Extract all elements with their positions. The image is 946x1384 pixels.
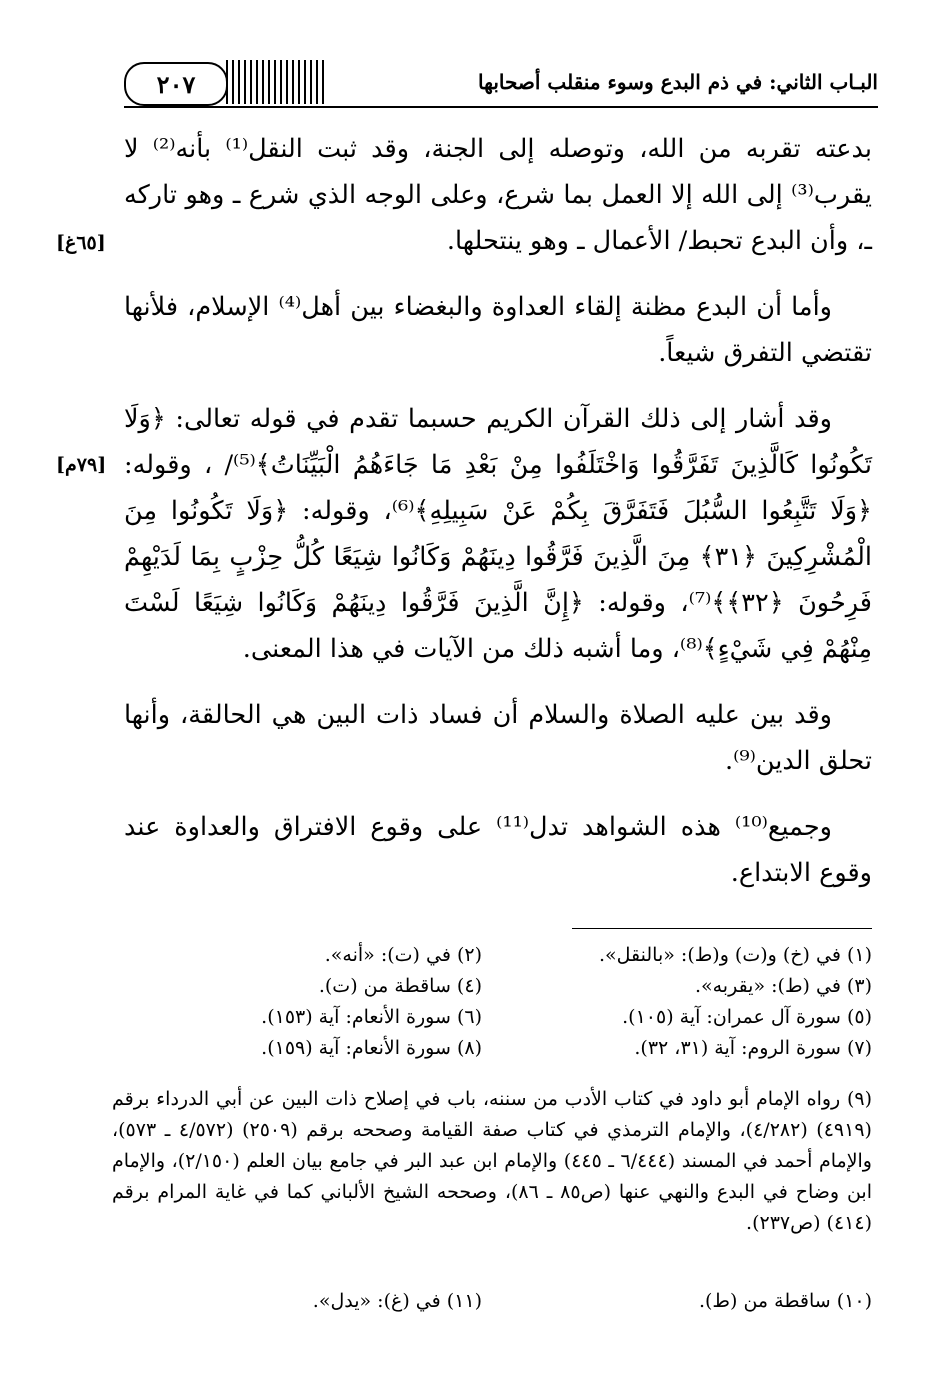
footnote-11: (١١) في (غ): «يدل». [312, 1290, 482, 1312]
paragraph-1: بدعته تقربه من الله، وتوصله إلى الجنة، وقد ثبت النقل⁽¹⁾ بأنه⁽²⁾ لا يقرب⁽³⁾ إلى الله إلا العمل بما شرع، وعلى الوجه الذي شرع ـ وهو تاركه ـ، وأن البدع تحبط/ الأعمال ـ وهو ينتحلها. [124, 134, 872, 256]
footnote-7: (٧) سورة الروم: آية (٣١، ٣٢). [634, 1037, 872, 1059]
footnotes-grid [112, 940, 872, 1064]
footnote-5: (٥) سورة آل عمران: آية (١٠٥). [622, 1006, 872, 1028]
header-ornament [226, 60, 326, 104]
footnote-2: (٢) في (ت): «أنه». [324, 944, 482, 966]
main-text [124, 126, 872, 916]
running-title: البـاب الثاني: في ذم البدع وسوء منقلب أصحابها [478, 70, 878, 94]
paragraph-2: وأما أن البدع مظنة إلقاء العداوة والبغضاء بين أهل⁽⁴⁾ الإسلام، فلأنها تقتضي التفرق شيعاً. [124, 292, 872, 368]
paragraph-3: وقد أشار إلى ذلك القرآن الكريم حسبما تقدم في قوله تعالى: ﴿وَلَا تَكُونُوا كَالَّذِينَ تَفَرَّقُوا وَاخْتَلَفُوا مِنْ بَعْدِ مَا جَاءَهُمُ الْبَيِّنَاتُ﴾⁽⁵⁾/ ، وقوله: ﴿وَلَا تَتَّبِعُوا السُّبُلَ فَتَفَرَّقَ بِكُمْ عَنْ سَبِيلِهِ﴾⁽⁶⁾، وقوله: ﴿وَلَا تَكُونُوا مِنَ الْمُشْرِكِينَ ﴿٣١﴾ مِنَ الَّذِينَ فَرَّقُوا دِينَهُمْ وَكَانُوا شِيَعًا كُلُّ حِزْبٍ بِمَا لَدَيْهِمْ فَرِحُونَ ﴿٣٢﴾﴾⁽⁷⁾، وقوله: ﴿إِنَّ الَّذِينَ فَرَّقُوا دِينَهُمْ وَكَانُوا شِيَعًا لَسْتَ مِنْهُمْ فِي شَيْءٍ﴾⁽⁸⁾، وما أشبه ذلك من الآيات في هذا المعنى. [124, 404, 873, 664]
footnote-separator [572, 928, 872, 929]
footnotes-final-row [112, 1286, 872, 1317]
footnote-8: (٨) سورة الأنعام: آية (١٥٩). [261, 1037, 482, 1059]
footnote-3: (٣) في (ط): «يقربه». [694, 975, 872, 997]
page-header [124, 58, 878, 108]
margin-marker-m79: [٧٩م] [56, 454, 107, 476]
footnote-6: (٦) سورة الأنعام: آية (١٥٣). [261, 1006, 482, 1028]
paragraph-5: وجميع⁽¹⁰⁾ هذه الشواهد تدل⁽¹¹⁾ على وقوع الافتراق والعداوة عند وقوع الابتداع. [124, 812, 872, 888]
footnote-10: (١٠) ساقطة من (ط). [698, 1290, 872, 1312]
page-number: ٢٠٧ [124, 62, 228, 106]
margin-marker-gh65: [٦٥غ] [56, 232, 106, 254]
paragraph-4: وقد بين عليه الصلاة والسلام أن فساد ذات البين هي الحالقة، وأنها تحلق الدين⁽⁹⁾. [124, 700, 872, 776]
footnote-9: (٩) رواه الإمام أبو داود في كتاب الأدب من سننه، باب في إصلاح ذات البين عن أبي الدرداء برقم (٤٩١٩) (٤/٢٨٢)، والإمام الترمذي في كتاب صفة القيامة وصححه برقم (٢٥٠٩) (٤/٥٧٢ ـ ٥٧٣)، والإمام أحمد في المسند (٦/٤٤٤ ـ ٤٤٥) والإمام ابن عبد البر في جامع بيان العلم (٢/١٥٠)، والإمام ابن وضاح في البدع والنهي عنها (ص٨٥ ـ ٨٦)، وصححه الشيخ الألباني كما في غاية المرام برقم (٤١٤) (ص٢٣٧). [112, 1088, 872, 1234]
footnote-4: (٤) ساقطة من (ت). [318, 975, 482, 997]
footnote-1: (١) في (خ) و(ت) و(ط): «بالنقل». [598, 944, 872, 966]
